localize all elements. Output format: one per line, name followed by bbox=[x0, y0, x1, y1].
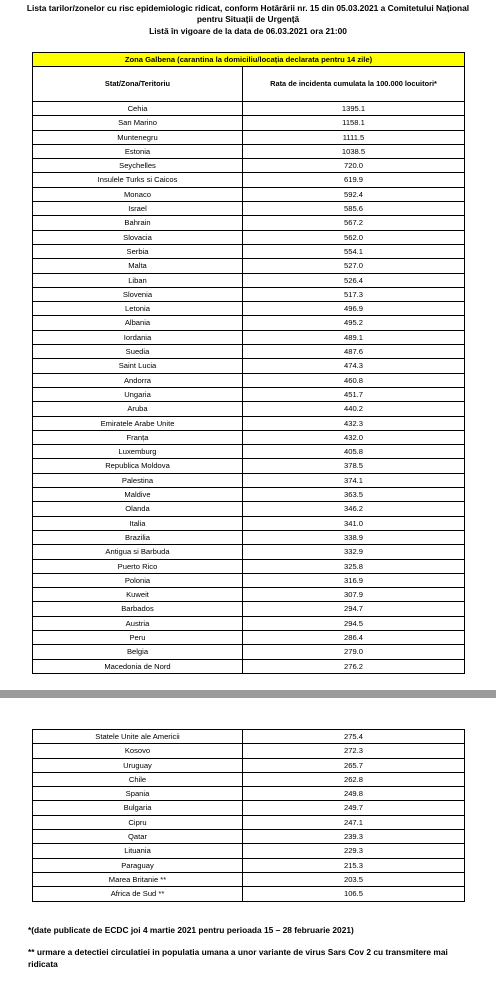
country-cell: Bahrain bbox=[33, 216, 243, 230]
incidence-rate-cell: 249.8 bbox=[243, 787, 465, 801]
table-row bbox=[33, 573, 465, 587]
country-cell: Liban bbox=[33, 273, 243, 287]
incidence-rate-cell: 451.7 bbox=[243, 387, 465, 401]
incidence-rate-cell: 720.0 bbox=[243, 159, 465, 173]
incidence-rate-cell: 496.9 bbox=[243, 302, 465, 316]
incidence-rate-cell: 432.0 bbox=[243, 430, 465, 444]
table-row bbox=[33, 502, 465, 516]
incidence-rate-cell: 203.5 bbox=[243, 872, 465, 886]
incidence-rate-cell: 363.5 bbox=[243, 488, 465, 502]
incidence-rate-cell: 338.9 bbox=[243, 530, 465, 544]
incidence-rate-cell: 316.9 bbox=[243, 573, 465, 587]
table-row bbox=[33, 445, 465, 459]
document-title-line-1: Lista tarilor/zonelor cu risc epidemiologic ridicat, conform Hotărârii nr. 15 din 05.03.2021 a Comitetului Național bbox=[26, 3, 470, 13]
country-cell: Monaco bbox=[33, 187, 243, 201]
incidence-rate-cell: 239.3 bbox=[243, 830, 465, 844]
country-cell: Cipru bbox=[33, 815, 243, 829]
country-cell: Qatar bbox=[33, 830, 243, 844]
table-row bbox=[33, 102, 465, 116]
country-cell: Cehia bbox=[33, 102, 243, 116]
table-row bbox=[33, 373, 465, 387]
column-header-country: Stat/Zona/Teritoriu bbox=[33, 67, 243, 102]
incidence-rate-cell: 1038.5 bbox=[243, 144, 465, 158]
column-header-rate: Rata de incidenta cumulata la 100.000 locuitori* bbox=[243, 67, 465, 102]
incidence-rate-cell: 567.2 bbox=[243, 216, 465, 230]
country-cell: Saint Lucia bbox=[33, 359, 243, 373]
incidence-rate-cell: 440.2 bbox=[243, 402, 465, 416]
incidence-rate-cell: 474.3 bbox=[243, 359, 465, 373]
document-title-line-2: pentru Situații de Urgență bbox=[196, 14, 300, 24]
table-row bbox=[33, 430, 465, 444]
table-row bbox=[33, 588, 465, 602]
country-cell: Marea Britanie ** bbox=[33, 872, 243, 886]
table-row bbox=[33, 345, 465, 359]
incidence-rate-cell: 405.8 bbox=[243, 445, 465, 459]
table-row bbox=[33, 330, 465, 344]
incidence-rate-cell: 487.6 bbox=[243, 345, 465, 359]
country-cell: Suedia bbox=[33, 345, 243, 359]
country-cell: Belgia bbox=[33, 645, 243, 659]
country-cell: Ungaria bbox=[33, 387, 243, 401]
incidence-rate-cell: 554.1 bbox=[243, 244, 465, 258]
country-cell: Maldive bbox=[33, 488, 243, 502]
incidence-rate-cell: 275.4 bbox=[243, 730, 465, 744]
incidence-rate-cell: 325.8 bbox=[243, 559, 465, 573]
country-cell: Insulele Turks si Caicos bbox=[33, 173, 243, 187]
table-row bbox=[33, 359, 465, 373]
country-cell: Antigua si Barbuda bbox=[33, 545, 243, 559]
country-cell: Puerto Rico bbox=[33, 559, 243, 573]
country-cell: Franța bbox=[33, 430, 243, 444]
table-row bbox=[33, 402, 465, 416]
country-cell: Chile bbox=[33, 772, 243, 786]
table-row bbox=[33, 387, 465, 401]
country-cell: Aruba bbox=[33, 402, 243, 416]
incidence-rate-cell: 517.3 bbox=[243, 287, 465, 301]
incidence-rate-cell: 346.2 bbox=[243, 502, 465, 516]
page-separator bbox=[0, 690, 496, 698]
country-cell: Luxemburg bbox=[33, 445, 243, 459]
table-row bbox=[33, 516, 465, 530]
table-row bbox=[33, 216, 465, 230]
table-row bbox=[33, 730, 465, 744]
incidence-rate-cell: 272.3 bbox=[243, 744, 465, 758]
country-cell: Peru bbox=[33, 630, 243, 644]
table-row bbox=[33, 858, 465, 872]
table-row bbox=[33, 159, 465, 173]
country-cell: Palestina bbox=[33, 473, 243, 487]
table-row bbox=[33, 815, 465, 829]
country-cell: Africa de Sud ** bbox=[33, 887, 243, 901]
table-row bbox=[33, 316, 465, 330]
table-row bbox=[33, 116, 465, 130]
country-cell: Iordania bbox=[33, 330, 243, 344]
table-row bbox=[33, 187, 465, 201]
table-row bbox=[33, 616, 465, 630]
country-cell: Italia bbox=[33, 516, 243, 530]
incidence-rate-cell: 215.3 bbox=[243, 858, 465, 872]
incidence-rate-cell: 619.9 bbox=[243, 173, 465, 187]
table-row bbox=[33, 144, 465, 158]
incidence-rate-cell: 1395.1 bbox=[243, 102, 465, 116]
table-row bbox=[33, 459, 465, 473]
country-cell: Israel bbox=[33, 202, 243, 216]
incidence-rate-cell: 279.0 bbox=[243, 645, 465, 659]
table-row bbox=[33, 559, 465, 573]
table-row bbox=[33, 758, 465, 772]
table-row bbox=[33, 259, 465, 273]
table-row bbox=[33, 302, 465, 316]
zone-label: Zona Galbena (carantina la domiciliu/locația declarata pentru 14 zile) bbox=[33, 53, 465, 67]
country-cell: Bulgaria bbox=[33, 801, 243, 815]
table-row bbox=[33, 830, 465, 844]
country-cell: Kuweit bbox=[33, 588, 243, 602]
incidence-rate-cell: 332.9 bbox=[243, 545, 465, 559]
country-cell: Andorra bbox=[33, 373, 243, 387]
country-cell: Malta bbox=[33, 259, 243, 273]
table-row bbox=[33, 416, 465, 430]
country-cell: Lituania bbox=[33, 844, 243, 858]
incidence-rate-cell: 294.5 bbox=[243, 616, 465, 630]
incidence-rate-cell: 249.7 bbox=[243, 801, 465, 815]
incidence-rate-cell: 460.8 bbox=[243, 373, 465, 387]
incidence-rate-cell: 378.5 bbox=[243, 459, 465, 473]
incidence-rate-cell: 495.2 bbox=[243, 316, 465, 330]
table-row bbox=[33, 659, 465, 673]
table-row bbox=[33, 473, 465, 487]
incidence-rate-cell: 585.6 bbox=[243, 202, 465, 216]
table-row bbox=[33, 602, 465, 616]
country-cell: Olanda bbox=[33, 502, 243, 516]
table-row bbox=[33, 530, 465, 544]
incidence-rate-cell: 229.3 bbox=[243, 844, 465, 858]
country-cell: Brazilia bbox=[33, 530, 243, 544]
table-row bbox=[33, 202, 465, 216]
incidence-rate-cell: 1111.5 bbox=[243, 130, 465, 144]
incidence-rate-cell: 262.8 bbox=[243, 772, 465, 786]
incidence-rate-cell: 592.4 bbox=[243, 187, 465, 201]
table-row bbox=[33, 772, 465, 786]
country-cell: San Marino bbox=[33, 116, 243, 130]
country-cell: Uruguay bbox=[33, 758, 243, 772]
country-cell: Paraguay bbox=[33, 858, 243, 872]
table-row bbox=[33, 130, 465, 144]
country-cell: Muntenegru bbox=[33, 130, 243, 144]
incidence-rate-cell: 526.4 bbox=[243, 273, 465, 287]
zone-row bbox=[33, 53, 465, 67]
country-cell: Letonia bbox=[33, 302, 243, 316]
incidence-rate-cell: 276.2 bbox=[243, 659, 465, 673]
country-cell: Macedonia de Nord bbox=[33, 659, 243, 673]
table-row bbox=[33, 887, 465, 901]
table-row bbox=[33, 872, 465, 886]
country-cell: Republica Moldova bbox=[33, 459, 243, 473]
country-cell: Albania bbox=[33, 316, 243, 330]
footnote-variants: ** urmare a detectiei circulatiei in populatia umana a unor variante de virus Sars Cov 2 cu transmitere mai ridicata bbox=[28, 947, 448, 969]
table-row bbox=[33, 173, 465, 187]
incidence-rate-cell: 562.0 bbox=[243, 230, 465, 244]
country-cell: Slovacia bbox=[33, 230, 243, 244]
table-row bbox=[33, 844, 465, 858]
table-row bbox=[33, 545, 465, 559]
incidence-rate-cell: 489.1 bbox=[243, 330, 465, 344]
table-row bbox=[33, 287, 465, 301]
country-cell: Seychelles bbox=[33, 159, 243, 173]
country-cell: Polonia bbox=[33, 573, 243, 587]
country-cell: Austria bbox=[33, 616, 243, 630]
country-cell: Emiratele Arabe Unite bbox=[33, 416, 243, 430]
incidence-rate-cell: 106.5 bbox=[243, 887, 465, 901]
risk-table-page-1 bbox=[32, 52, 465, 674]
incidence-rate-cell: 432.3 bbox=[243, 416, 465, 430]
table-row bbox=[33, 744, 465, 758]
table-header-row bbox=[33, 67, 465, 102]
country-cell: Statele Unite ale Americii bbox=[33, 730, 243, 744]
document-page-2 bbox=[0, 698, 496, 988]
incidence-rate-cell: 294.7 bbox=[243, 602, 465, 616]
incidence-rate-cell: 247.1 bbox=[243, 815, 465, 829]
table-row bbox=[33, 230, 465, 244]
incidence-rate-cell: 265.7 bbox=[243, 758, 465, 772]
country-cell: Estonia bbox=[33, 144, 243, 158]
country-cell: Spania bbox=[33, 787, 243, 801]
incidence-rate-cell: 1158.1 bbox=[243, 116, 465, 130]
table-row bbox=[33, 630, 465, 644]
country-cell: Barbados bbox=[33, 602, 243, 616]
incidence-rate-cell: 341.0 bbox=[243, 516, 465, 530]
risk-table-page-2 bbox=[32, 729, 465, 902]
incidence-rate-cell: 374.1 bbox=[243, 473, 465, 487]
incidence-rate-cell: 307.9 bbox=[243, 588, 465, 602]
table-row bbox=[33, 801, 465, 815]
footnote-source: *(date publicate de ECDC joi 4 martie 2021 pentru perioada 15 – 28 februarie 2021) bbox=[28, 925, 354, 935]
table-row bbox=[33, 787, 465, 801]
incidence-rate-cell: 527.0 bbox=[243, 259, 465, 273]
table-row bbox=[33, 645, 465, 659]
country-cell: Serbia bbox=[33, 244, 243, 258]
country-cell: Slovenia bbox=[33, 287, 243, 301]
table-row bbox=[33, 273, 465, 287]
country-cell: Kosovo bbox=[33, 744, 243, 758]
incidence-rate-cell: 286.4 bbox=[243, 630, 465, 644]
table-row bbox=[33, 488, 465, 502]
table-row bbox=[33, 244, 465, 258]
document-validity-line: Listă în vigoare de la data de 06.03.2021 ora 21:00 bbox=[149, 26, 347, 36]
